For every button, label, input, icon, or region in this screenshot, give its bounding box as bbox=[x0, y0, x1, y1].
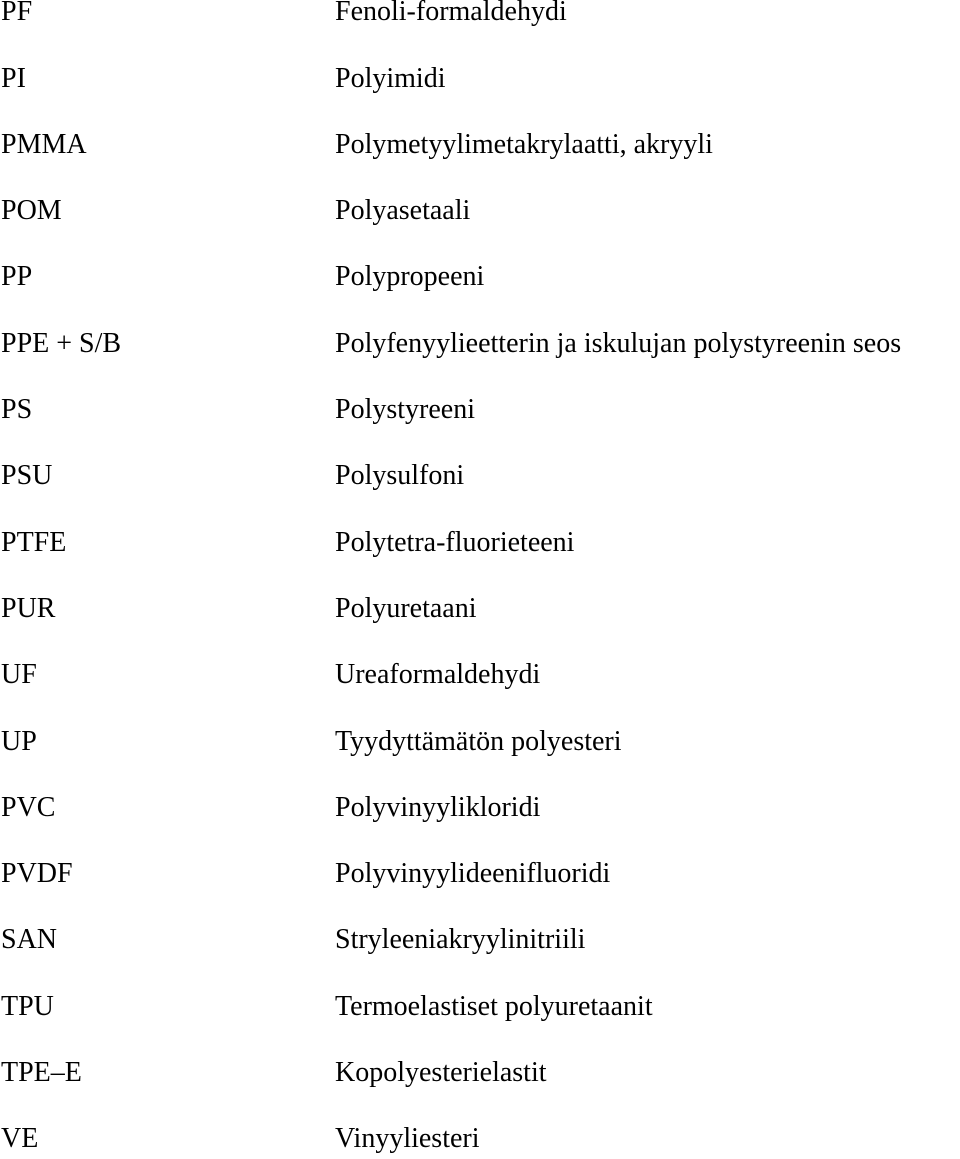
abbreviation-term: PMMA bbox=[1, 129, 87, 160]
abbreviation-term: PTFE bbox=[1, 527, 67, 558]
abbreviation-definition: Polyimidi bbox=[335, 63, 446, 94]
abbreviation-term: PVC bbox=[1, 792, 56, 823]
abbreviation-row bbox=[0, 125, 960, 165]
abbreviation-definition: Polyvinyylideenifluoridi bbox=[335, 858, 611, 889]
abbreviation-row bbox=[0, 1119, 960, 1159]
abbreviation-definition: Polytetra-fluorieteeni bbox=[335, 527, 575, 558]
abbreviation-row bbox=[0, 655, 960, 695]
abbreviation-term: PF bbox=[1, 0, 33, 27]
abbreviation-term: PUR bbox=[1, 593, 56, 624]
abbreviation-row bbox=[0, 0, 960, 32]
abbreviation-row bbox=[0, 59, 960, 99]
abbreviation-definition: Polysulfoni bbox=[335, 460, 465, 491]
abbreviation-row bbox=[0, 523, 960, 563]
abbreviation-row bbox=[0, 257, 960, 297]
abbreviation-term: PP bbox=[1, 261, 33, 292]
abbreviation-term: VE bbox=[1, 1123, 39, 1154]
abbreviation-term: PVDF bbox=[1, 858, 73, 889]
abbreviation-row bbox=[0, 788, 960, 828]
abbreviation-definition: Polymetyylimetakrylaatti, akryyli bbox=[335, 129, 713, 160]
abbreviation-row bbox=[0, 987, 960, 1027]
abbreviation-term: POM bbox=[1, 195, 62, 226]
abbreviation-term: SAN bbox=[1, 924, 58, 955]
abbreviation-term: PSU bbox=[1, 460, 53, 491]
abbreviation-definition: Kopolyesterielastit bbox=[335, 1057, 547, 1088]
abbreviation-row bbox=[0, 390, 960, 430]
abbreviation-definition: Fenoli-formaldehydi bbox=[335, 0, 567, 27]
abbreviation-row bbox=[0, 324, 960, 364]
abbreviation-row bbox=[0, 456, 960, 496]
abbreviation-definition: Vinyyliesteri bbox=[335, 1123, 480, 1154]
abbreviation-term: TPE–E bbox=[1, 1057, 82, 1088]
abbreviation-definition: Tyydyttämätön polyesteri bbox=[335, 726, 622, 757]
abbreviation-row bbox=[0, 854, 960, 894]
abbreviation-row bbox=[0, 589, 960, 629]
abbreviation-definition: Ureaformaldehydi bbox=[335, 659, 541, 690]
abbreviation-definition: Polyfenyylieetterin ja iskulujan polystyreenin seos bbox=[335, 328, 902, 359]
abbreviation-term: TPU bbox=[1, 991, 54, 1022]
abbreviation-definition: Polyvinyylikloridi bbox=[335, 792, 541, 823]
abbreviation-term: PPE + S/B bbox=[1, 328, 122, 359]
abbreviation-definition: Termoelastiset polyuretaanit bbox=[335, 991, 653, 1022]
abbreviation-definition: Polyuretaani bbox=[335, 593, 477, 624]
abbreviation-term: UF bbox=[1, 659, 37, 690]
abbreviation-row bbox=[0, 722, 960, 762]
abbreviation-definition: Polypropeeni bbox=[335, 261, 485, 292]
abbreviation-row bbox=[0, 191, 960, 231]
abbreviation-definition: Polyasetaali bbox=[335, 195, 471, 226]
abbreviation-definition: Polystyreeni bbox=[335, 394, 475, 425]
abbreviation-term: PS bbox=[1, 394, 33, 425]
abbreviation-row bbox=[0, 1053, 960, 1093]
abbreviation-term: PI bbox=[1, 63, 26, 94]
abbreviation-row bbox=[0, 920, 960, 960]
abbreviation-definition: Stryleeniakryylinitriili bbox=[335, 924, 586, 955]
abbreviation-term: UP bbox=[1, 726, 37, 757]
